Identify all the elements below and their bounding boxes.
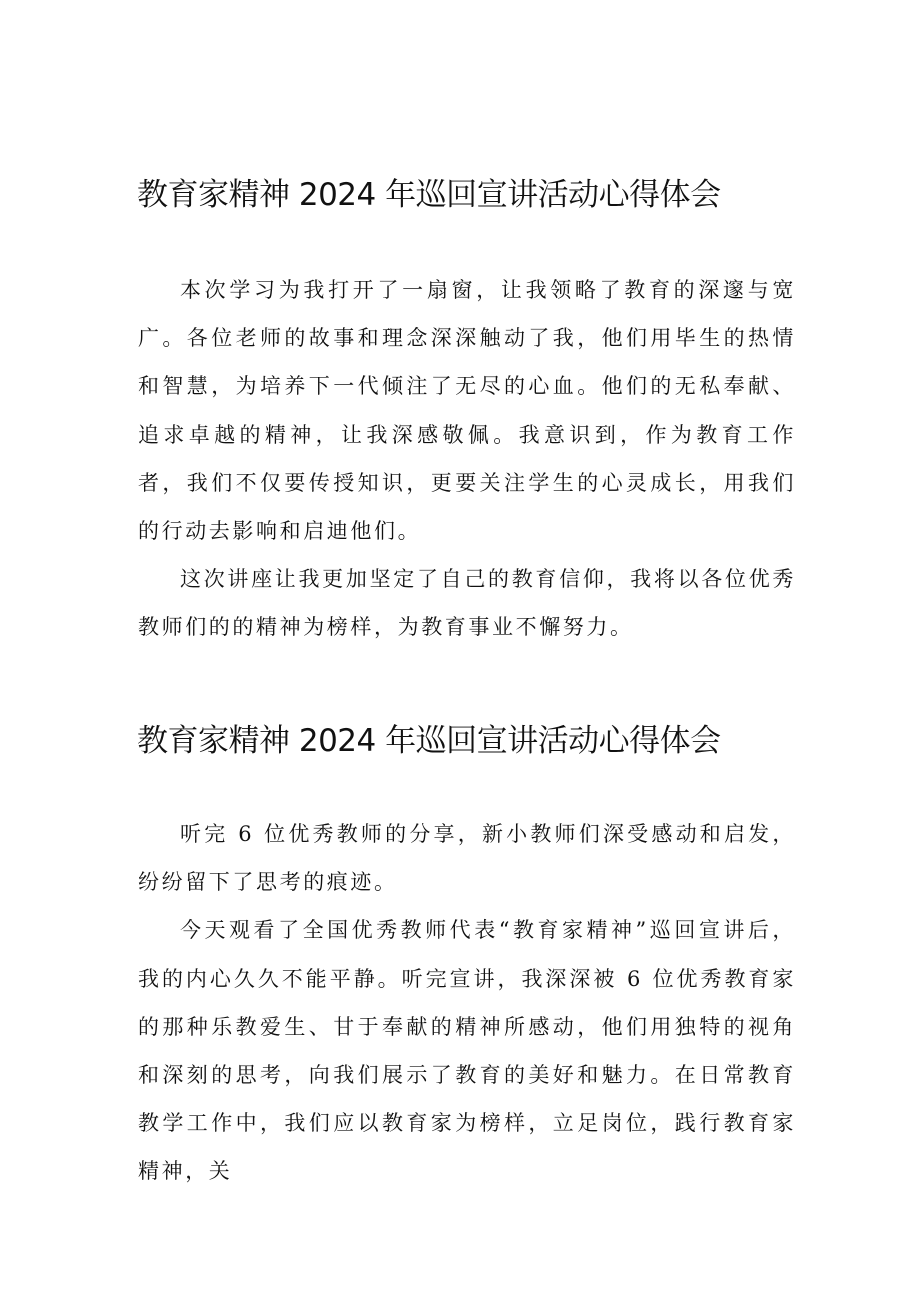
section-2-title: 教育家精神 2024 年巡回宣讲活动心得体会: [137, 723, 721, 759]
section-1-body: [138, 266, 796, 652]
section-1-paragraph-1: 本次学习为我打开了一扇窗，让我领略了教育的深邃与宽广。各位老师的故事和理念深深触动了我，他们用毕生的热情和智慧，为培养下一代倾注了无尽的心血。他们的无私奉献、追求卓越的精神，让我深感敬佩。我意识到，作为教育工作者，我们不仅要传授知识，更要关注学生的心灵成长，用我们的行动去影响和启迪他们。: [138, 278, 796, 544]
section-2-paragraph-1: 听完 6 位优秀教师的分享，新小教师们深受感动和启发，纷纷留下了思考的痕迹。: [138, 822, 796, 895]
section-2-body: [138, 810, 796, 1196]
section-1-title: 教育家精神 2024 年巡回宣讲活动心得体会: [137, 177, 721, 213]
section-1-paragraph-2: 这次讲座让我更加坚定了自己的教育信仰，我将以各位优秀教师们的的精神为榜样，为教育事业不懈努力。: [138, 567, 796, 640]
section-2-paragraph-2: 今天观看了全国优秀教师代表“教育家精神”巡回宣讲后，我的内心久久不能平静。听完宣讲，我深深被 6 位优秀教育家的那种乐教爱生、甘于奉献的精神所感动，他们用独特的视角和深刻的思考，向我们展示了教育的美好和魅力。在日常教育教学工作中，我们应以教育家为榜样，立足岗位，践行教育家精神，关: [138, 918, 796, 1184]
